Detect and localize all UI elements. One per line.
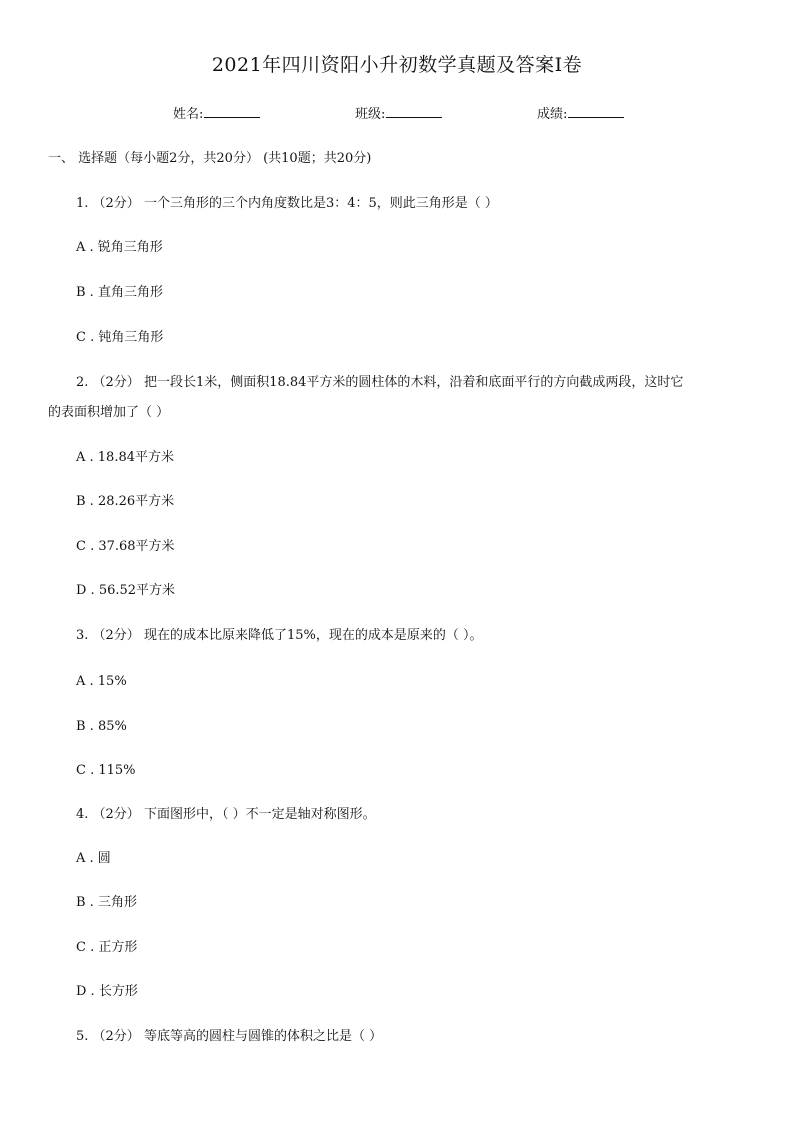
name-blank xyxy=(204,105,260,118)
question-4-option-a: A . 圆 xyxy=(76,851,111,866)
score-field xyxy=(537,103,624,122)
question-2-stem-continued: 的表面积增加了（ ） xyxy=(48,405,170,420)
question-1-option-b: B . 直角三角形 xyxy=(76,285,163,300)
question-3-stem: 3. （2分） 现在的成本比原来降低了15%，现在的成本是原来的（ ）。 xyxy=(76,628,483,643)
section-heading: 一、 选择题（每小题2分，共20分） (共10题；共20分) xyxy=(48,151,372,166)
question-4-stem: 4. （2分） 下面图形中，（ ）不一定是轴对称图形。 xyxy=(76,807,376,822)
question-5-stem: 5. （2分） 等底等高的圆柱与圆锥的体积之比是（ ） xyxy=(76,1029,383,1044)
name-label: 姓名: xyxy=(173,107,204,122)
question-4-option-c: C . 正方形 xyxy=(76,940,138,955)
class-label: 班级: xyxy=(355,107,386,122)
question-4-option-d: D . 长方形 xyxy=(76,984,138,999)
score-label: 成绩: xyxy=(537,107,568,122)
class-field xyxy=(355,103,442,122)
question-2-option-d: D . 56.52平方米 xyxy=(76,583,176,598)
question-2-option-c: C . 37.68平方米 xyxy=(76,539,175,554)
score-blank xyxy=(568,105,624,118)
question-2-option-a: A . 18.84平方米 xyxy=(76,450,175,465)
question-1-stem: 1. （2分） 一个三角形的三个内角度数比是3：4：5，则此三角形是（ ） xyxy=(76,196,498,211)
class-blank xyxy=(386,105,442,118)
question-1-option-a: A . 锐角三角形 xyxy=(76,240,163,255)
student-info-row xyxy=(0,103,794,123)
question-4-option-b: B . 三角形 xyxy=(76,895,137,910)
name-field xyxy=(173,103,260,122)
question-3-option-c: C . 115% xyxy=(76,763,136,778)
question-2-stem: 2. （2分） 把一段长1米，侧面积18.84平方米的圆柱体的木料，沿着和底面平行的方向截成两段，这时它 xyxy=(76,375,684,390)
page-title: 2021年四川资阳小升初数学真题及答案Ⅰ卷 xyxy=(211,54,583,76)
question-3-option-a: A . 15% xyxy=(76,674,127,689)
question-1-option-c: C . 钝角三角形 xyxy=(76,330,164,345)
question-3-option-b: B . 85% xyxy=(76,719,127,734)
question-2-option-b: B . 28.26平方米 xyxy=(76,494,175,509)
